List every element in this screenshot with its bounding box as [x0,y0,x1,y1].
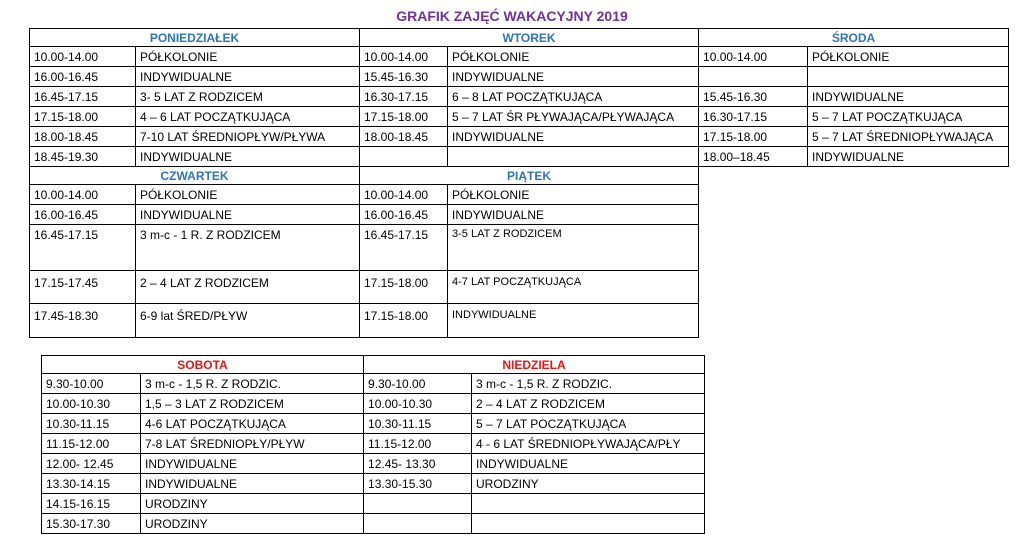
tuesday-time: 18.00-18.45 [360,127,448,147]
monday-time: 10.00-14.00 [30,47,136,67]
sunday-activity: INDYWIDUALNE [472,454,705,474]
saturday-time: 14.15-16.15 [42,494,141,514]
thursday-activity: 6-9 lat ŚRED/PŁYW [136,304,360,338]
saturday-time: 13.30-14.15 [42,474,141,494]
thursday-activity: 2 – 4 LAT Z RODZICEM [136,271,360,304]
friday-activity: 3-5 LAT Z RODZICEM [448,225,699,271]
tuesday-activity [448,147,699,167]
middle-schedule-table [29,166,699,338]
table-row [42,494,705,514]
table-row [42,414,705,434]
thursday-time: 10.00-14.00 [30,185,136,205]
sunday-time: 10.30-11.15 [364,414,472,434]
thursday-activity: PÓŁKOLONIE [136,185,360,205]
tuesday-activity: INDYWIDUALNE [448,67,699,87]
wednesday-activity: PÓŁKOLONIE [808,47,1009,67]
sunday-activity: 2 – 4 LAT Z RODZICEM [472,394,705,414]
monday-activity: PÓŁKOLONIE [136,47,360,67]
wednesday-time: 16.30-17.15 [699,107,808,127]
saturday-activity: INDYWIDUALNE [141,454,364,474]
top-schedule-table [29,28,1009,167]
saturday-time: 10.30-11.15 [42,414,141,434]
sunday-header: NIEDZIELA [364,356,705,374]
table-row [30,127,1009,147]
wednesday-activity: 5 – 7 LAT ŚREDNIOPŁYWAJĄCA [808,127,1009,147]
sunday-activity: 3 m-c - 1,5 R. Z RODZIC. [472,374,705,394]
friday-activity: INDYWIDUALNE [448,205,699,225]
table-row [30,67,1009,87]
saturday-time: 9.30-10.00 [42,374,141,394]
sunday-activity: 4 - 6 LAT ŚREDNIOPŁYWAJĄCA/PŁY [472,434,705,454]
table-row [42,514,705,534]
table-row [30,225,699,271]
table-row [30,147,1009,167]
wednesday-activity [808,67,1009,87]
sunday-time [364,494,472,514]
monday-activity: INDYWIDUALNE [136,147,360,167]
schedule-title: GRAFIK ZAJĘĆ WAKACYJNY 2019 [396,8,628,24]
sunday-activity: URODZINY [472,474,705,494]
saturday-time: 10.00-10.30 [42,394,141,414]
saturday-activity: 4-6 LAT POCZĄTKUJĄCA [141,414,364,434]
thursday-time: 17.45-18.30 [30,304,136,338]
tuesday-activity: INDYWIDUALNE [448,127,699,147]
table-row [42,374,705,394]
saturday-activity: URODZINY [141,514,364,534]
table-row [42,434,705,454]
saturday-activity: 7-8 LAT ŚREDNIOPŁY/PŁYW [141,434,364,454]
wednesday-time: 15.45-16.30 [699,87,808,107]
table-row [30,185,699,205]
friday-time: 10.00-14.00 [360,185,448,205]
monday-activity: INDYWIDUALNE [136,67,360,87]
wednesday-activity: INDYWIDUALNE [808,87,1009,107]
saturday-activity: 1,5 – 3 LAT Z RODZICEM [141,394,364,414]
friday-time: 16.45-17.15 [360,225,448,271]
saturday-time: 11.15-12.00 [42,434,141,454]
sunday-activity: 5 – 7 LAT POCZĄTKUJĄCA [472,414,705,434]
monday-time: 18.45-19.30 [30,147,136,167]
saturday-header: SOBOTA [42,356,364,374]
thursday-time: 16.00-16.45 [30,205,136,225]
friday-time: 16.00-16.45 [360,205,448,225]
weekend-schedule-table [41,355,705,534]
wednesday-time: 10.00-14.00 [699,47,808,67]
friday-header: PIĄTEK [360,167,699,185]
saturday-time: 15.30-17.30 [42,514,141,534]
thursday-header: CZWARTEK [30,167,360,185]
thursday-time: 17.15-17.45 [30,271,136,304]
tuesday-activity: PÓŁKOLONIE [448,47,699,67]
monday-time: 18.00-18.45 [30,127,136,147]
sunday-time: 12.45- 13.30 [364,454,472,474]
tuesday-time: 16.30-17.15 [360,87,448,107]
tuesday-time [360,147,448,167]
monday-activity: 4 – 6 LAT POCZĄTKUJĄCA [136,107,360,127]
monday-activity: 7-10 LAT ŚREDNIOPŁYW/PŁYWA [136,127,360,147]
saturday-activity: INDYWIDUALNE [141,474,364,494]
saturday-activity: 3 m-c - 1,5 R. Z RODZIC. [141,374,364,394]
tuesday-activity: 6 – 8 LAT POCZĄTKUJĄCA [448,87,699,107]
tuesday-time: 17.15-18.00 [360,107,448,127]
sunday-activity [472,494,705,514]
friday-activity: 4-7 LAT POCZĄTKUJĄCA [448,271,699,304]
sunday-time: 13.30-15.30 [364,474,472,494]
friday-time: 17.15-18.00 [360,271,448,304]
monday-activity: 3- 5 LAT Z RODZICEM [136,87,360,107]
monday-time: 16.00-16.45 [30,67,136,87]
table-row [30,107,1009,127]
thursday-activity: 3 m-c - 1 R. Z RODZICEM [136,225,360,271]
wednesday-time [699,67,808,87]
sunday-time: 10.00-10.30 [364,394,472,414]
sunday-time: 11.15-12.00 [364,434,472,454]
wednesday-time: 17.15-18.00 [699,127,808,147]
wednesday-time: 18.00–18.45 [699,147,808,167]
thursday-time: 16.45-17.15 [30,225,136,271]
saturday-activity: URODZINY [141,494,364,514]
sunday-activity [472,514,705,534]
tuesday-header: WTOREK [360,29,699,47]
wednesday-activity: 5 – 7 LAT POCZĄTKUJĄCA [808,107,1009,127]
monday-time: 16.45-17.15 [30,87,136,107]
monday-header: PONIEDZIAŁEK [30,29,360,47]
table-row [42,394,705,414]
tuesday-time: 15.45-16.30 [360,67,448,87]
table-row [42,454,705,474]
thursday-activity: INDYWIDUALNE [136,205,360,225]
tuesday-time: 10.00-14.00 [360,47,448,67]
table-row [30,47,1009,67]
sunday-time [364,514,472,534]
tuesday-activity: 5 – 7 LAT ŚR PŁYWAJĄCA/PŁYWAJĄCA [448,107,699,127]
friday-activity: INDYWIDUALNE [448,304,699,338]
table-row [30,271,699,304]
table-row [30,87,1009,107]
table-row [42,474,705,494]
monday-time: 17.15-18.00 [30,107,136,127]
friday-activity: PÓŁKOLONIE [448,185,699,205]
wednesday-activity: INDYWIDUALNE [808,147,1009,167]
saturday-time: 12.00- 12.45 [42,454,141,474]
wednesday-header: ŚRODA [699,29,1009,47]
friday-time: 17.15-18.00 [360,304,448,338]
table-row [30,205,699,225]
table-row [30,304,699,338]
sunday-time: 9.30-10.00 [364,374,472,394]
